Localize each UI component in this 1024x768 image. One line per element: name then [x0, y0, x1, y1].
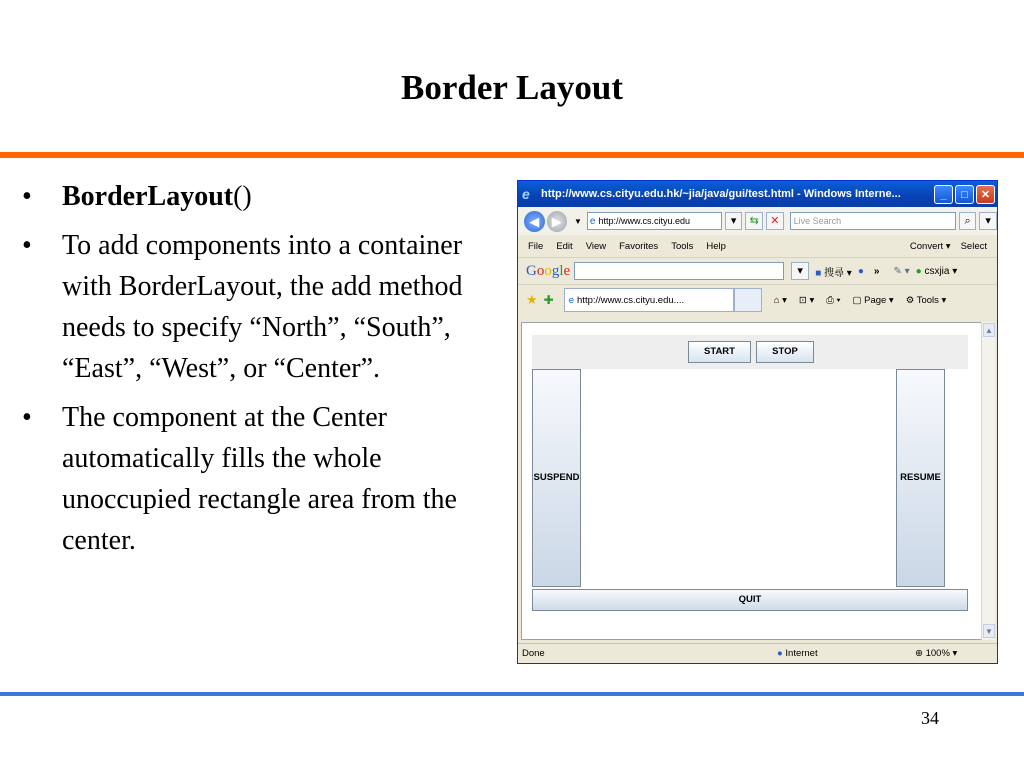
status-bar [518, 643, 997, 663]
bullet-item: • The component at the Center automatically fills the whole unoccupied rectangle area from the center. [22, 397, 507, 561]
menu-help[interactable]: Help [706, 240, 726, 252]
window-title: http://www.cs.cityu.edu.hk/~jia/java/gui/test.html - Windows Interne... [541, 188, 901, 200]
stop-icon[interactable]: ✕ [766, 212, 784, 230]
search-icon[interactable]: ⌕ [959, 212, 977, 230]
page-number: 34 [921, 708, 939, 728]
user-button[interactable]: ● csxjia ▾ [915, 265, 958, 277]
zoom-control[interactable]: ⊕ 100% ▾ [915, 648, 958, 659]
close-button[interactable]: ✕ [976, 185, 995, 204]
suspend-button[interactable]: SUSPEND [532, 369, 581, 587]
new-tab-button[interactable] [734, 288, 762, 312]
feed-icon[interactable]: ⊡ ▾ [798, 294, 815, 306]
address-input[interactable]: e http://www.cs.cityu.edu [587, 212, 722, 230]
title-bar[interactable] [518, 181, 997, 207]
page-menu-button[interactable]: ▢ Page ▾ [852, 294, 894, 306]
bottom-rule [0, 692, 1024, 696]
globe-icon: ● [777, 648, 783, 659]
menu-favorites[interactable]: Favorites [619, 240, 659, 252]
forward-icon[interactable]: ▶ [547, 211, 568, 232]
bullet-text: () [233, 181, 252, 212]
google-search-button[interactable]: ■ 搜尋 ▾ [815, 267, 852, 279]
tab-current[interactable]: e http://www.cs.cityu.edu.... [564, 288, 734, 312]
maximize-button[interactable]: □ [955, 185, 974, 204]
add-favorite-icon[interactable]: ✚ [543, 293, 554, 307]
bullet-list [22, 176, 507, 569]
browser-window [517, 180, 998, 664]
page-content [521, 322, 983, 640]
top-rule [0, 152, 1024, 158]
quit-button[interactable]: QUIT [532, 589, 968, 611]
globe-icon[interactable]: ● [857, 265, 864, 277]
refresh-icon[interactable]: ⇆ [745, 212, 763, 230]
convert-button[interactable]: Convert ▾ [909, 240, 951, 252]
google-toolbar [518, 257, 997, 284]
bullet-text: The component at the Center automatically fills the whole unoccupied rectangle area from the center. [62, 402, 457, 556]
page-icon: e [568, 294, 575, 306]
bullet-item: • BorderLayout() [22, 181, 252, 212]
search-options-icon[interactable]: ▾ [979, 212, 997, 230]
bullet-bold: BorderLayout [62, 181, 234, 212]
google-search-input[interactable] [574, 262, 784, 280]
history-dropdown-icon[interactable]: ▼ [574, 216, 582, 226]
favorites-star-icon[interactable]: ★ [526, 292, 538, 307]
scroll-up-icon[interactable]: ▲ [983, 323, 995, 337]
menu-file[interactable]: File [528, 240, 544, 252]
google-dropdown-icon[interactable]: ▾ [791, 262, 809, 280]
status-text: Done [522, 648, 545, 659]
tools-menu-button[interactable]: ⚙ Tools ▾ [905, 294, 947, 306]
address-dropdown-icon[interactable]: ▾ [725, 212, 743, 230]
back-icon[interactable]: ◀ [524, 211, 545, 232]
home-icon[interactable]: ⌂ ▾ [773, 294, 787, 306]
google-logo: Google [526, 262, 571, 279]
bullet-item: • To add components into a container with BorderLayout, the add method needs to specify “North”, “South”, “East”, “West”, or “Center”. [22, 225, 507, 389]
start-button[interactable]: START [688, 341, 751, 363]
ie-icon: e [522, 185, 530, 202]
more-icon[interactable]: » [873, 265, 880, 277]
page-icon: e [589, 215, 596, 227]
menu-tools[interactable]: Tools [671, 240, 694, 252]
address-bar-row [518, 207, 997, 235]
stop-button[interactable]: STOP [756, 341, 814, 363]
menu-view[interactable]: View [585, 240, 607, 252]
print-icon[interactable]: ⎙ ▾ [826, 294, 841, 306]
select-button[interactable]: Select [960, 240, 987, 252]
minimize-button[interactable]: _ [934, 185, 953, 204]
slide-title: Border Layout [401, 68, 623, 107]
search-input[interactable]: Live Search [790, 212, 956, 230]
zone-indicator: ● Internet [777, 648, 818, 659]
menu-edit[interactable]: Edit [556, 240, 573, 252]
menu-bar [518, 235, 997, 257]
wrench-icon[interactable]: ✎ ▾ [893, 265, 910, 277]
bullet-text: To add components into a container with BorderLayout, the add method needs to specify “North”, “South”, “East”, “West”, or “Center”. [62, 230, 463, 384]
tab-bar [518, 284, 997, 315]
scroll-down-icon[interactable]: ▼ [983, 624, 995, 638]
resume-button[interactable]: RESUME [896, 369, 945, 587]
vertical-scrollbar[interactable] [981, 322, 995, 640]
